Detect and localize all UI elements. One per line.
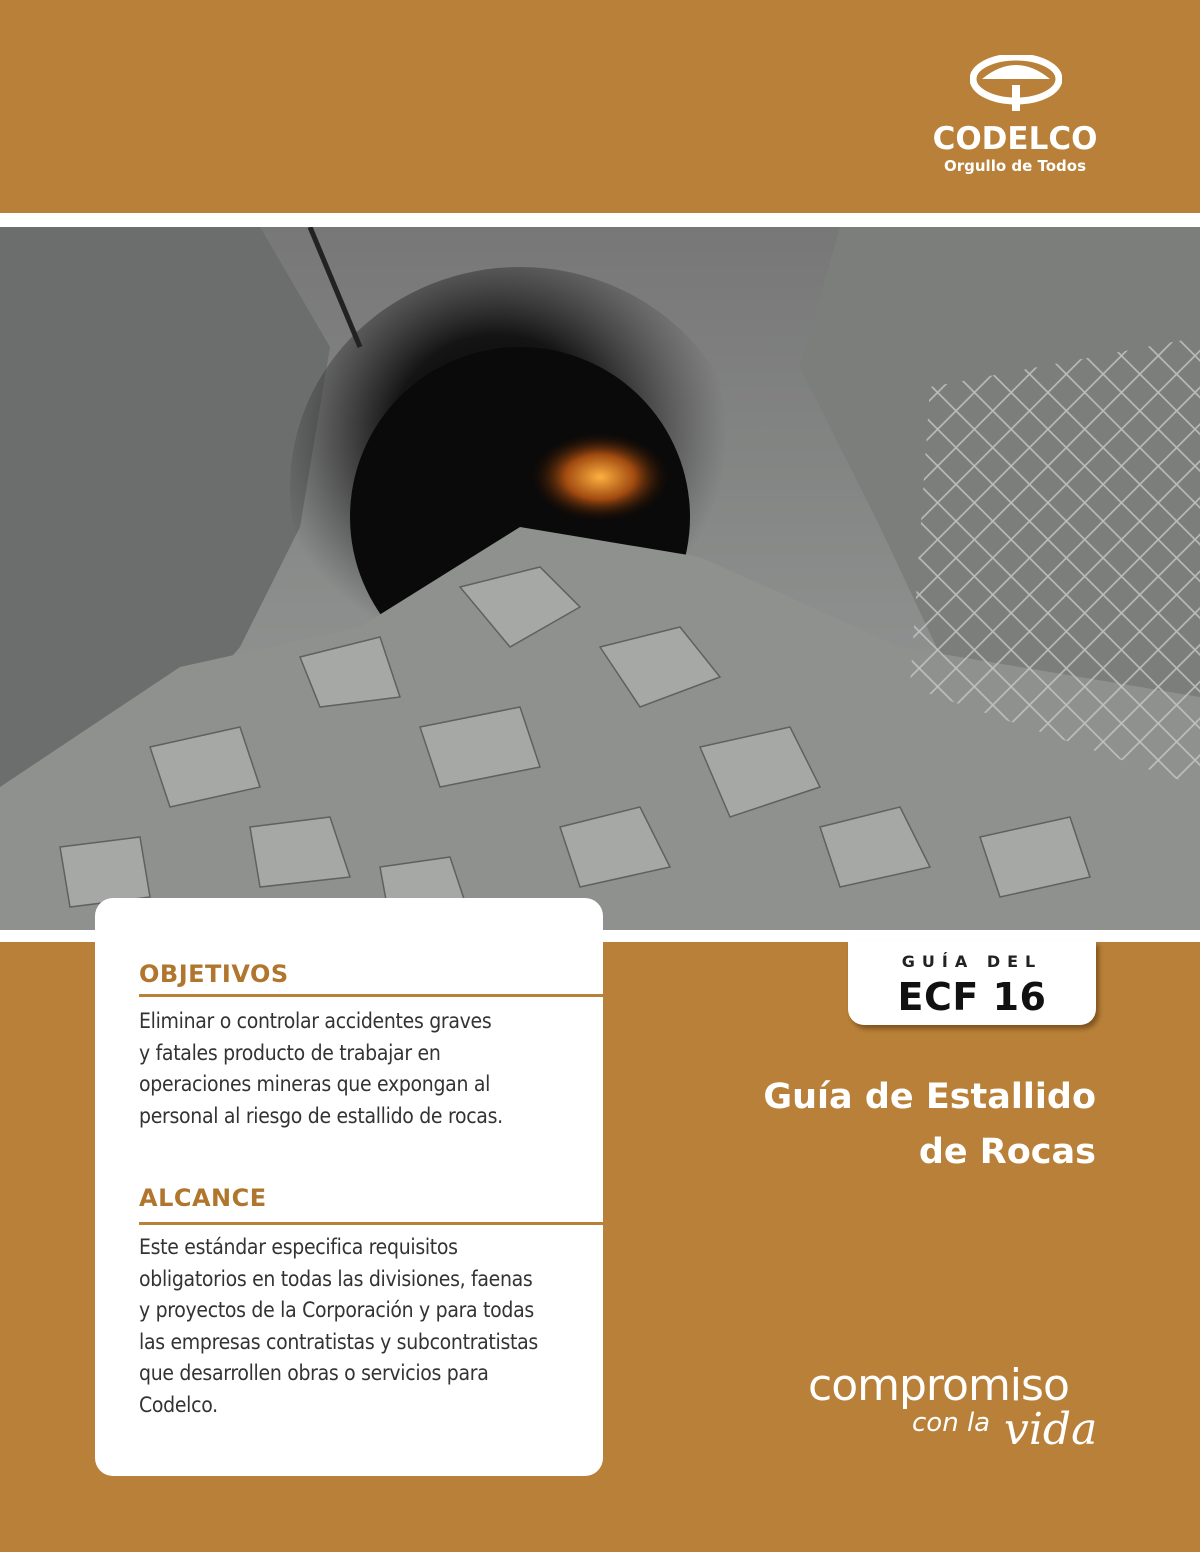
slogan-word-1: compromiso [808, 1360, 1069, 1411]
objetivos-title: OBJETIVOS [139, 960, 289, 988]
alcance-line: y proyectos de la Corporación y para todas [139, 1298, 534, 1322]
objetivos-line: Eliminar o controlar accidentes graves [139, 1009, 492, 1033]
objetivos-line: personal al riesgo de estallido de rocas. [139, 1103, 503, 1128]
objetivos-body [139, 1006, 589, 1132]
guide-badge [848, 941, 1096, 1025]
codelco-emblem-icon [970, 55, 1062, 119]
divider-top [0, 213, 1200, 227]
title-line-2: de Rocas [918, 1132, 1096, 1172]
alcance-line: Este estándar especifica requisitos [139, 1235, 458, 1259]
objetivos-rule [139, 994, 603, 997]
badge-code: ECF 16 [897, 975, 1047, 1019]
info-card [95, 898, 603, 1476]
badge-kicker: GUÍA DEL [901, 952, 1043, 971]
brand-name: CODELCO [932, 121, 1098, 157]
codelco-logo [930, 55, 1100, 185]
brand-tagline: Orgullo de Todos [943, 157, 1087, 175]
alcance-rule [139, 1222, 603, 1225]
alcance-body [139, 1232, 589, 1421]
title-line-1: Guía de Estallido [763, 1077, 1096, 1117]
document-title [700, 1070, 1096, 1180]
alcance-title: ALCANCE [139, 1184, 267, 1212]
alcance-line: las empresas contratistas y subcontratistas [139, 1329, 538, 1354]
alcance-line: que desarrollen obras o servicios para [139, 1361, 489, 1385]
objetivos-line: operaciones mineras que expongan al [139, 1072, 491, 1096]
alcance-line: obligatorios en todas las divisiones, faenas [139, 1266, 533, 1291]
mine-tunnel-photo [0, 227, 1200, 930]
alcance-line: Codelco. [139, 1392, 218, 1417]
slogan-word-2: con la [912, 1408, 991, 1438]
objetivos-line: y fatales producto de trabajar en [139, 1040, 441, 1065]
slogan-logo [808, 1360, 1108, 1470]
slogan-word-3: vida [1004, 1404, 1098, 1455]
